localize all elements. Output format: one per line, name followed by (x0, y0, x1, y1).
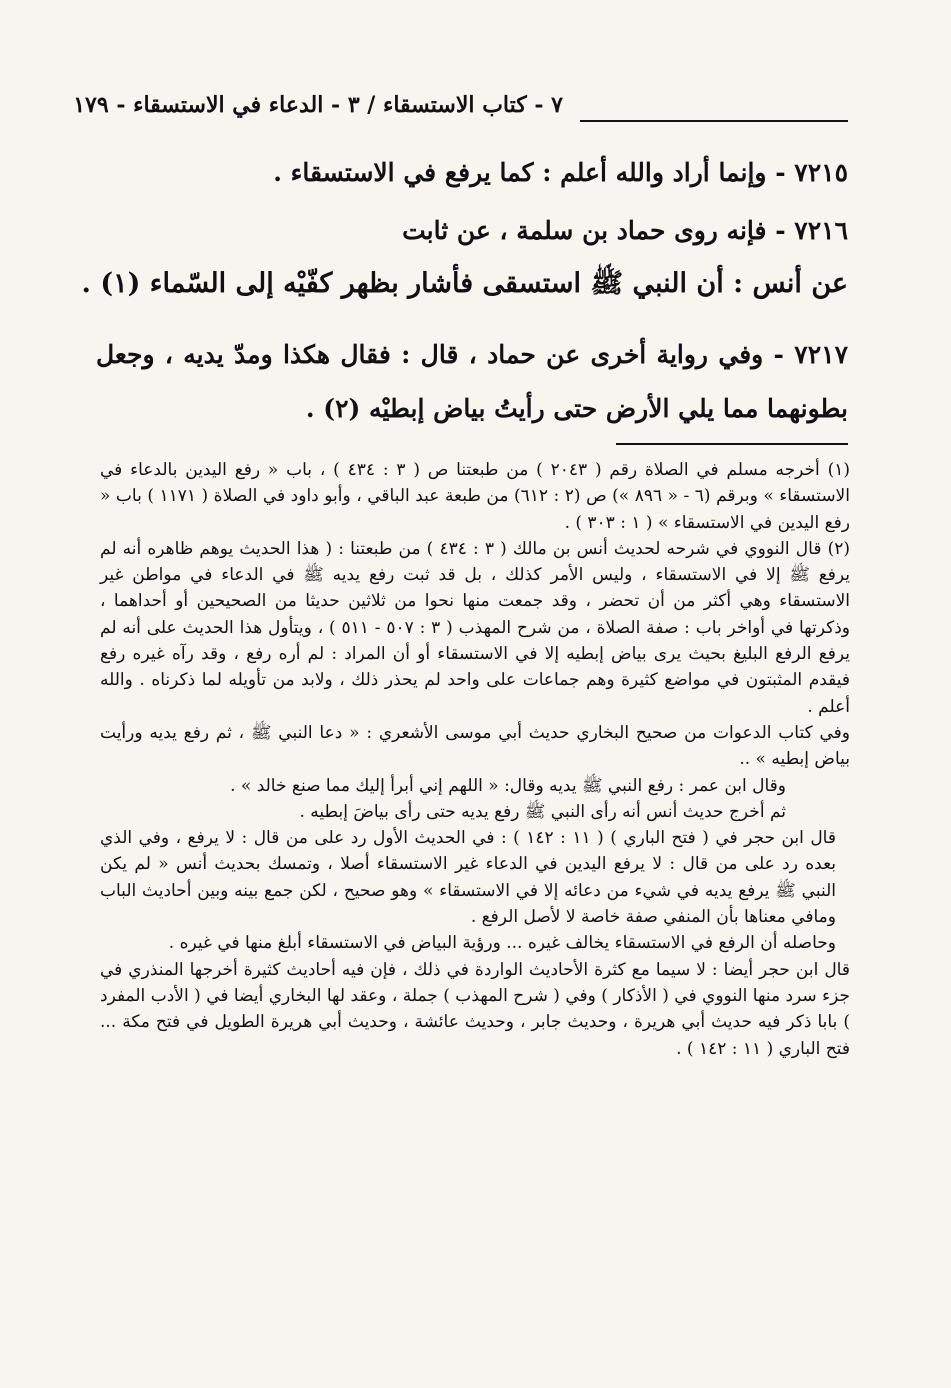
footnote-para: قال ابن حجر أيضا : لا سيما مع كثرة الأحاديث الواردة في ذلك ، فإن فيه أحاديث كثيرة أخرجها المنذري في جزء سرد منها النووي في ( الأذكار ) وفي ( شرح المهذب ) جملة ، وعقد لها البخاري أيضا في ( الأدب المفرد ) بابا ذكر فيه حديث أبي هريرة ، وحديث جابر ، وحديث عائشة ، وحديث أبي هريرة الطويل في فتح مكة ... فتح الباري ( ١١ : ١٤٢ ) . (100, 959, 850, 1059)
hadith-7215: ٧٢١٥ - وإنما أراد والله أعلم : كما يرفع في الاستسقاء . (273, 158, 848, 187)
footnote-para: وحاصله أن الرفع في الاستسقاء يخالف غيره ... ورؤية البياض في الاستسقاء أبلغ منها في غيره . (168, 933, 836, 954)
footnote-para: ثم أخرج حديث أنس أنه رأى النبي ﷺ رفع يديه حتى رأى بياضَ إبطيه . (299, 801, 786, 822)
page-header (73, 92, 848, 132)
hadith-7216: ٧٢١٦ - فإنه روى حماد بن سلمة ، عن ثابت (402, 216, 848, 245)
footnote-2: (٢) قال النووي في شرحه لحديث أنس بن مالك ( ٣ : ٤٣٤ ) من طبعتنا : ( هذا الحديث يوهم ظاهره أنه لم يرفع ﷺ إلا في الاستسقاء ، وليس الأمر كذلك ، بل قد ثبت رفع يديه ﷺ في الدعاء في مواطن غير الاستسقاء وهي أكثر من أن تحضر ، وقد جمعت منها نحوا من ثلاثين حديثا من الصحيحين أو أحداهما ، وذكرتها في أواخر باب : صفة الصلاة ، من شرح المهذب ( ٣ : ٥٠٧ - ٥١١ ) ، ويتأول هذا الحديث على أنه لم يرفع الرفع البليغ بحيث يرى بياض إبطيه إلا في الاستسقاء أو أن المراد : لم أره رفع ، وقد رآه غيره رفع فيقدم المثبتون في مواضع كثيرة وهم جماعات على واحد لم يحذر ذلك ، ولابد من تأويله لما ذكرناه . والله أعلم . (100, 538, 850, 717)
footnote-rule (616, 443, 848, 445)
hadith-7217: ٧٢١٧ - وفي رواية أخرى عن حماد ، قال : فقال هكذا ومدّ يديه ، وجعل بطونهما مما يلي الأرض حتى رأيتُ بياض إبطيْه (٢) . (96, 340, 848, 423)
footnote-para: وفي كتاب الدعوات من صحيح البخاري حديث أبي موسى الأشعري : « دعا النبي ﷺ ، ثم رفع يديه ورأيت بياض إبطيه » .. (100, 722, 850, 770)
running-title: ٧ - كتاب الاستسقاء / ٣ - الدعاء في الاستسقاء - ١٧٩ (73, 92, 563, 118)
header-rule (580, 120, 848, 122)
footnotes (100, 457, 850, 1062)
hadith-7216-continuation: عن أنس : أن النبي ﷺ استسقى فأشار بظهر كفّيْه إلى السّماء (١) . (81, 268, 848, 299)
footnote-1: (١) أخرجه مسلم في الصلاة رقم ( ٢٠٤٣ ) من طبعتنا ص ( ٣ : ٤٣٤ ) ، باب « رفع اليدين بالدعاء في الاستسقاء » وبرقم (٦ - « ٨٩٦ ») ص (٢ : ٦١٢) من طبعة عبد الباقي ، وأبو داود في الصلاة ( ١١٧١ ) باب « رفع اليدين في الاستسقاء » ( ١ : ٣٠٣ ) . (100, 460, 850, 533)
footnote-para: وقال ابن عمر : رفع النبي ﷺ يديه وقال: « اللهم إني أبرأ إليك مما صنع خالد » . (230, 775, 786, 796)
footnote-para: قال ابن حجر في ( فتح الباري ) ( ١١ : ١٤٢ ) : في الحديث الأول رد على من قال : لا يرفع ، وفي الذي بعده رد على من قال : لا يرفع اليدين في الدعاء غير الاستسقاء أصلا ، وتمسك بحديث أنس « لم يكن النبي ﷺ يرفع يديه في شيء من دعائه إلا في الاستسقاء » وهو صحيح ، لكن جمع بينه وبين أحاديث الباب ومافي معناها بأن المنفي صفة خاصة لا لأصل الرفع . (100, 828, 836, 928)
